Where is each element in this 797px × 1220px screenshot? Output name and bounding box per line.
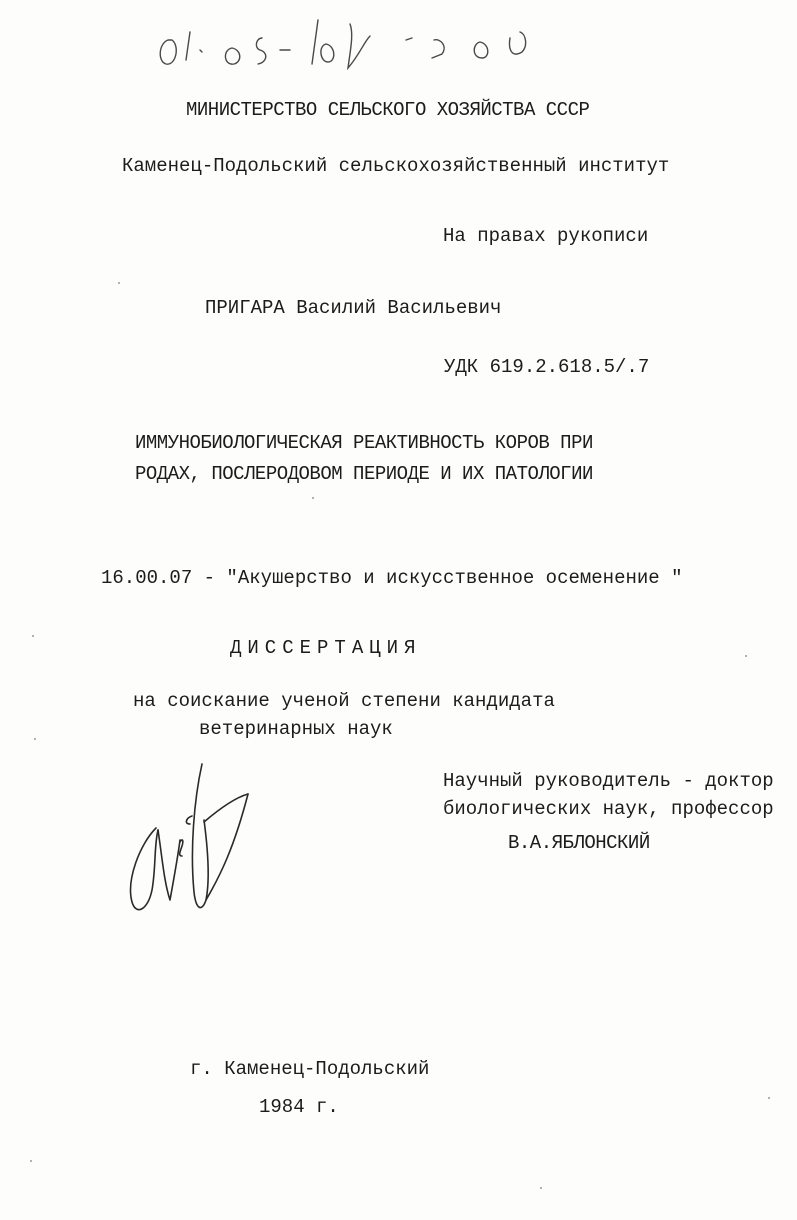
manuscript-rights-note: На правах рукописи: [443, 225, 649, 247]
dissertation-title-line-2: РОДАХ, ПОСЛЕРОДОВОМ ПЕРИОДЕ И ИХ ПАТОЛОГИИ: [135, 463, 593, 485]
supervisor-name: В.А.ЯБЛОНСКИЙ: [508, 832, 650, 854]
supervisor-line-2: биологических наук, профессор: [443, 798, 774, 820]
institute-name: Каменец-Подольский сельскохозяйственный институт: [122, 155, 670, 177]
degree-line-1: на соискание ученой степени кандидата: [133, 690, 555, 712]
ministry-heading: МИНИСТЕРСТВО СЕЛЬСКОГО ХОЗЯЙСТВА СССР: [186, 99, 590, 121]
scan-speck: [32, 635, 34, 637]
supervisor-line-1: Научный руководитель - доктор: [443, 770, 774, 792]
scan-speck: [540, 1187, 542, 1189]
author-signature: [118, 760, 268, 920]
handwritten-archive-note: [150, 10, 550, 80]
document-type: ДИССЕРТАЦИЯ: [230, 637, 422, 659]
dissertation-title-line-1: ИММУНОБИОЛОГИЧЕСКАЯ РЕАКТИВНОСТЬ КОРОВ ПРИ: [135, 432, 593, 454]
scan-speck: [745, 655, 747, 657]
year-line: 1984 г.: [259, 1096, 339, 1118]
scan-speck: [768, 1097, 770, 1099]
scan-speck: [34, 738, 36, 740]
scan-speck: [118, 282, 120, 284]
author-name: ПРИГАРА Василий Васильевич: [205, 297, 502, 319]
specialty-code: 16.00.07 - "Акушерство и искусственное осеменение ": [101, 567, 683, 589]
udc-code: УДК 619.2.618.5/.7: [444, 356, 650, 378]
degree-line-2: ветеринарных наук: [199, 718, 393, 740]
scan-speck: [312, 497, 314, 499]
scan-speck: [30, 1160, 32, 1162]
city-line: г. Каменец-Подольский: [190, 1058, 430, 1080]
